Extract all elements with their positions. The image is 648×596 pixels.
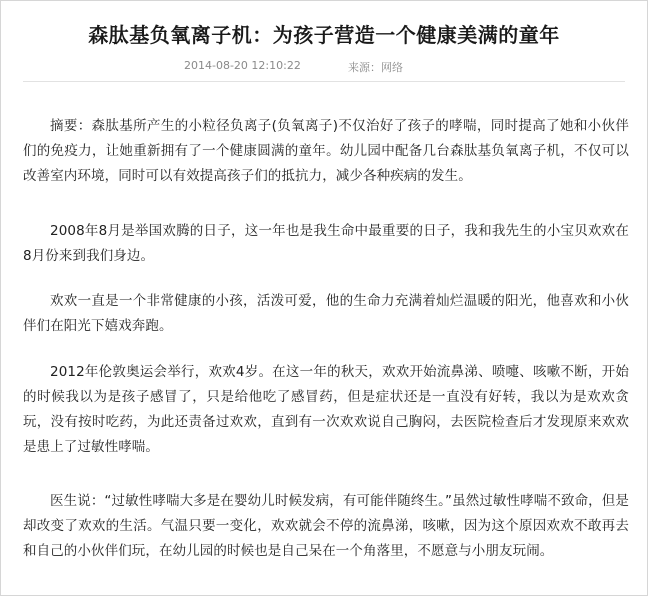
body-paragraph: 医生说：“过敏性哮喘大多是在婴幼儿时候发病，有可能伴随终生。”虽然过敏性哮喘不致命，但是却改变了欢欢的生活。气温只要一变化，欢欢就会不停的流鼻涕，咳嗽，因为这个原因欢欢不敢再去和自己的小伙伴们玩，在幼儿园的时候也是自己呆在一个角落里，不愿意与小朋友玩闹。 — [23, 492, 629, 559]
abstract-paragraph: 摘要：森肽基所产生的小粒径负离子(负氧离子)不仅治好了孩子的哮喘，同时提高了她和小伙伴们的免疫力，让她重新拥有了一个健康圆满的童年。幼儿园中配备几台森肽基负氧离子机，不仅可以改善室内环境，同时可以有效提高孩子们的抵抗力，减少各种疾病的发生。 — [23, 117, 629, 184]
title-divider — [23, 81, 625, 82]
article-source: 来源：网络 — [348, 61, 403, 74]
publish-date: 2014-08-20 12:10:22 — [184, 59, 301, 72]
article-title: 森肽基负氧离子机：为孩子营造一个健康美满的童年 — [88, 23, 560, 47]
body-paragraph: 欢欢一直是一个非常健康的小孩，活泼可爱，他的生命力充满着灿烂温暖的阳光，他喜欢和小伙伴们在阳光下嬉戏奔跑。 — [23, 292, 629, 334]
body-paragraph: 2012年伦敦奥运会举行，欢欢4岁。在这一年的秋天，欢欢开始流鼻涕、喷嚏、咳嗽不断，开始的时候我以为是孩子感冒了，只是给他吃了感冒药，但是症状还是一直没有好转，我以为是欢欢贪玩，没有按时吃药，为此还责备过欢欢，直到有一次欢欢说自己胸闷，去医院检查后才发现原来欢欢是患上了过敏性哮喘。 — [23, 363, 629, 455]
body-paragraph: 2008年8月是举国欢腾的日子，这一年也是我生命中最重要的日子，我和我先生的小宝贝欢欢在8月份来到我们身边。 — [23, 222, 629, 264]
